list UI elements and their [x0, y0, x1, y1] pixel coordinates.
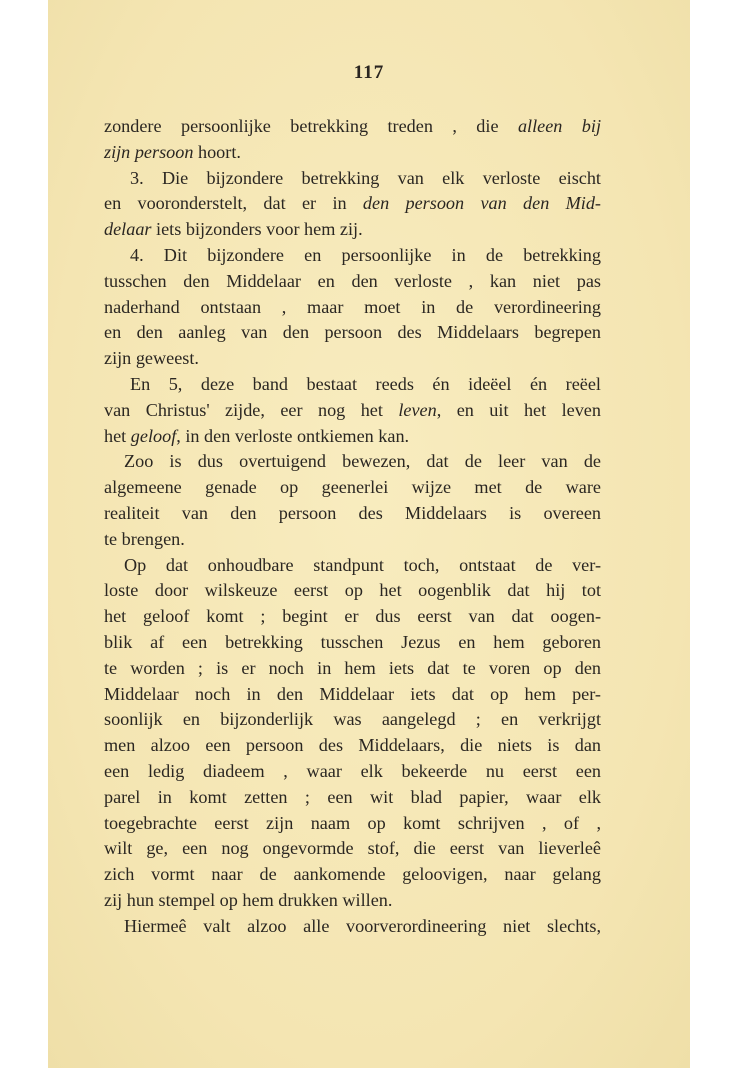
text-line: [104, 527, 601, 553]
italic-run: geloof: [130, 425, 177, 446]
text-line: [104, 166, 601, 192]
text-run: Middelaar noch in den Middelaar iets dat op hem per-: [104, 683, 601, 704]
page-number: 117: [353, 62, 385, 83]
text-run: , en uit het leven: [436, 399, 601, 420]
text-run: te brengen.: [104, 528, 185, 549]
text-line: [104, 140, 601, 166]
text-run: naderhand ontstaan , maar moet in de verordineering: [104, 296, 601, 317]
text-line: [104, 733, 601, 759]
italic-run: zijn persoon: [104, 141, 194, 162]
text-run: realiteit van den persoon des Middelaars is overeen: [104, 502, 601, 523]
text-run: zijn geweest.: [104, 348, 199, 369]
text-run: het: [104, 425, 131, 446]
text-run: Zoo is dus overtuigend bewezen, dat de leer van de: [124, 451, 601, 472]
text-line: [104, 707, 601, 733]
text-line: [104, 630, 601, 656]
text-line: [104, 475, 601, 501]
text-run: men alzoo een persoon des Middelaars, die niets is dan: [104, 735, 601, 756]
text-line: [104, 501, 601, 527]
text-run: , in den verloste ontkiemen kan.: [176, 425, 410, 446]
text-run: En 5, deze band bestaat reeds én ideëel én reëel: [130, 373, 601, 394]
text-line: [104, 785, 601, 811]
text-run: parel in komt zetten ; een wit blad papier, waar elk: [104, 786, 601, 807]
text-run: en vooronderstelt, dat er in: [104, 193, 363, 214]
text-line: [104, 759, 601, 785]
text-line: [104, 914, 601, 940]
text-run: het geloof komt ; begint er dus eerst van dat oogen-: [104, 606, 601, 627]
text-run: zondere persoonlijke betrekking treden , die: [104, 116, 518, 136]
text-run: wilt ge, een nog ongevormde stof, die eerst van lieverleê: [104, 838, 601, 859]
text-run: hoort.: [193, 141, 241, 162]
text-line: [104, 243, 601, 269]
text-line: [104, 191, 601, 217]
text-run: een ledig diadeem , waar elk bekeerde nu eerst een: [104, 760, 601, 781]
italic-run: delaar: [104, 219, 152, 240]
body-text: [104, 114, 601, 940]
text-line: [104, 682, 601, 708]
text-run: loste door wilskeuze eerst op het oogenblik dat hij tot: [104, 580, 601, 601]
text-run: te worden ; is er noch in hem iets dat te voren op den: [104, 657, 601, 678]
text-line: [104, 320, 601, 346]
text-run: 3. Die bijzondere betrekking van elk verloste eischt: [130, 167, 601, 188]
text-line: [104, 553, 601, 579]
text-line: [104, 836, 601, 862]
text-run: toegebrachte eerst zijn naam op komt schrijven , of ,: [104, 812, 601, 833]
book-page: [48, 0, 690, 1068]
text-line: [104, 862, 601, 888]
text-run: tusschen den Middelaar en den verloste , kan niet pas: [104, 270, 601, 291]
text-line: [104, 656, 601, 682]
text-run: zich vormt naar de aankomende geloovigen, naar gelang: [104, 864, 601, 885]
italic-run: alleen bij: [517, 116, 602, 136]
text-run: soonlijk en bijzonderlijk was aangelegd ; en verkrijgt: [104, 709, 601, 730]
text-line: [104, 424, 601, 450]
text-run: van Christus' zijde, eer nog het: [104, 399, 399, 420]
text-run: en den aanleg van den persoon des Middelaars begrepen: [104, 322, 601, 343]
text-line: [104, 269, 601, 295]
text-line: [104, 346, 601, 372]
text-run: iets bijzonders voor hem zij.: [151, 219, 363, 240]
text-line: [104, 398, 601, 424]
text-run: algemeene genade op geenerlei wijze met de ware: [104, 477, 601, 498]
text-line: [104, 578, 601, 604]
text-run: blik af een betrekking tusschen Jezus en hem geboren: [104, 631, 601, 652]
text-line: [104, 372, 601, 398]
text-line: [104, 295, 601, 321]
italic-run: leven: [398, 399, 437, 420]
text-line: [104, 811, 601, 837]
text-run: zij hun stempel op hem drukken willen.: [104, 889, 393, 910]
text-line: [104, 449, 601, 475]
text-line: [104, 114, 601, 140]
text-run: Op dat onhoudbare standpunt toch, ontstaat de ver-: [124, 554, 601, 575]
text-line: [104, 888, 601, 914]
italic-run: den persoon van den Mid-: [362, 193, 601, 214]
text-line: [104, 604, 601, 630]
text-run: 4. Dit bijzondere en persoonlijke in de betrekking: [130, 244, 601, 265]
text-line: [104, 217, 601, 243]
text-run: Hiermeê valt alzoo alle voorverordineering niet slechts,: [124, 915, 601, 936]
